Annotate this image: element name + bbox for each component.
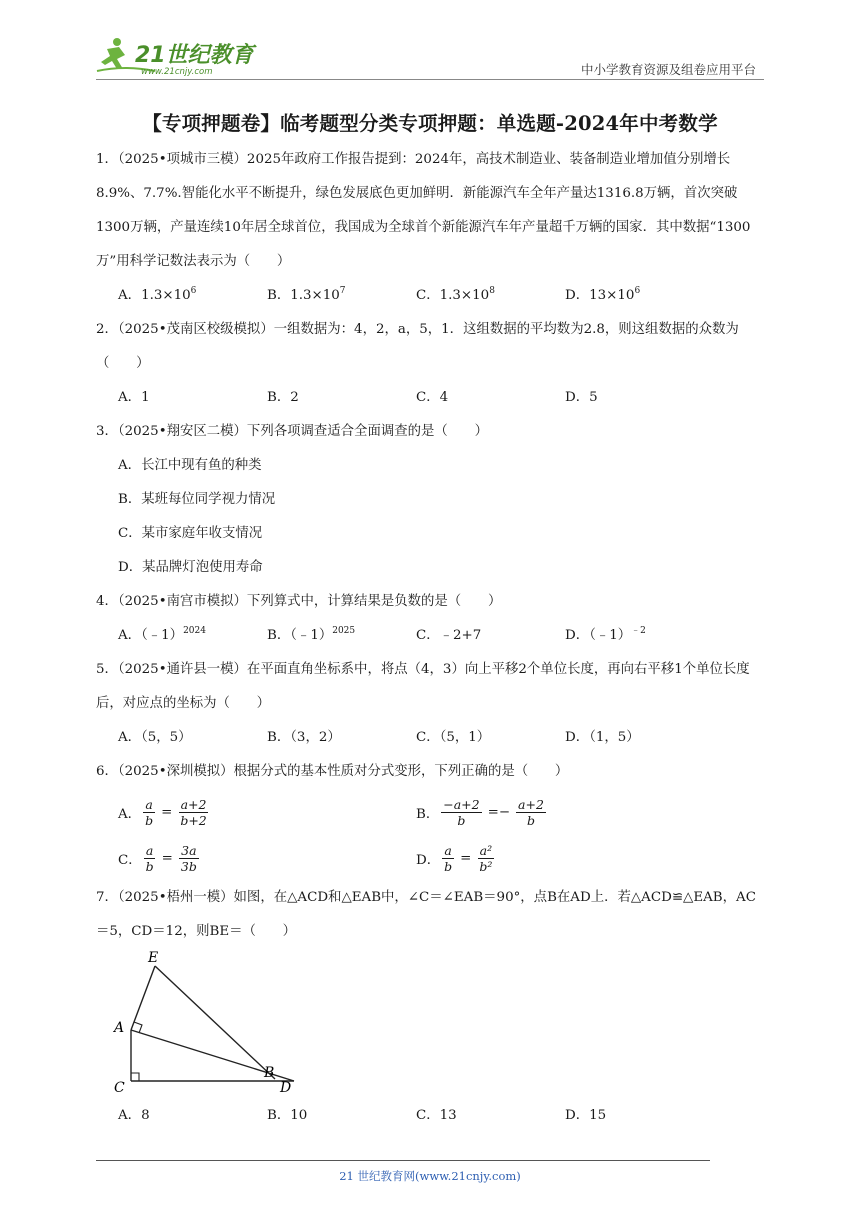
question-number: 7． (96, 890, 118, 905)
question-number: 2． (96, 322, 118, 337)
page-title: 【专项押题卷】临考题型分类专项押题：单选题-2024年中考数学 (142, 112, 718, 135)
question-number: 5． (96, 662, 118, 677)
options-6-row-2 (96, 835, 764, 881)
question-5 (96, 653, 764, 721)
question-number: 3． (96, 424, 118, 439)
label-c: C (114, 1080, 125, 1096)
site-logo[interactable] (95, 35, 260, 79)
option-b[interactable]: B．$1.3\times 10^7$ (267, 286, 346, 303)
option-c[interactable]: C．（5，1） (416, 730, 491, 745)
option-d[interactable]: D． $\frac{a}{b}$ = $\frac{\text{a²}}{\text{b²}}$ (416, 842, 493, 874)
question-text: （2025•茂南区校级模拟）一组数据为：4，2，a，5，1．这组数据的平均数为2.8，则这组数据的众数为（ ） (96, 322, 739, 371)
option-a[interactable]: A．$1.3\times 10^6$ (118, 286, 197, 303)
question-text: （2025•项城市三模）2025年政府工作报告提到：2024年，高技术制造业、装备制造业增加值分别增长8.9%、7.7%.智能化水平不断提升，绿色发展底色更加鲜明．新能源汽车全年产量达1316.8万辆，首次突破1300万辆，产量连续10年居全球首位，我国成为全球首个新能源汽车年产量超千万辆的国家．其中数据“1300万”用科学记数法表示为（ ） (96, 152, 751, 269)
option-c[interactable]: C．13 (416, 1108, 457, 1123)
footer-link[interactable]: 21 世纪教育网(www.21cnjy.com) (339, 1169, 521, 1183)
label-a: A (114, 1020, 125, 1036)
option-c[interactable]: C．﹣2+7 (416, 628, 482, 643)
option-d[interactable]: D．某品牌灯泡使用寿命 (118, 560, 263, 575)
question-number: 1． (96, 152, 118, 167)
question-6 (96, 755, 764, 789)
option-a[interactable]: A．1 (118, 390, 150, 405)
option-d[interactable]: D．15 (565, 1108, 607, 1123)
footer-divider (96, 1160, 710, 1161)
triangle-figure (96, 949, 764, 1099)
question-2 (96, 313, 764, 381)
option-a[interactable]: A．8 (118, 1108, 150, 1123)
question-1 (96, 143, 764, 279)
label-d: D (280, 1080, 292, 1096)
question-number: 6． (96, 764, 118, 779)
svg-text:21世纪教育: 21世纪教育 (135, 43, 254, 68)
question-3 (96, 415, 764, 449)
option-d[interactable]: D．5 (565, 390, 598, 405)
option-c[interactable]: C．某市家庭年收支情况 (118, 526, 263, 541)
label-b: B (264, 1065, 275, 1081)
option-d[interactable]: D．（1，5） (565, 730, 640, 745)
option-b[interactable]: B． $\frac{-a+2}{b}$ =− $\frac{a+2}{b}$ (416, 796, 544, 828)
options-4 (96, 619, 764, 653)
label-e: E (148, 950, 159, 966)
option-b[interactable]: B．2 (267, 390, 299, 405)
question-text: （2025•翔安区二模）下列各项调查适合全面调查的是（ ） (117, 424, 488, 439)
option-b[interactable]: B．某班每位同学视力情况 (118, 492, 276, 507)
option-b[interactable]: B．10 (267, 1108, 308, 1123)
platform-label: 中小学教育资源及组卷应用平台 (580, 62, 756, 77)
option-a[interactable]: A．（5，5） (118, 730, 192, 745)
question-text: （2025•梧州一模）如图，在△ACD和△EAB中，∠C＝∠EAB＝90°，点B在AD上．若△ACD≌△EAB，AC＝5，CD＝12，则BE＝（ ） (96, 890, 756, 939)
option-d[interactable]: D．（﹣1）$^{﹣2}$ (565, 626, 646, 643)
question-number: 4． (96, 594, 118, 609)
logo-url: www.21cnjy.com (141, 67, 213, 77)
option-d[interactable]: D．$13\times 10^6$ (565, 286, 641, 303)
question-text: （2025•深圳模拟）根据分式的基本性质对分式变形，下列正确的是（ ） (117, 764, 569, 779)
option-c[interactable]: C．4 (416, 390, 449, 405)
option-b[interactable]: B．（﹣1）$^{2025}$ (267, 626, 356, 643)
option-a[interactable]: A． $\frac{a}{b}$ = $\frac{a+2}{b+2}$ (118, 796, 207, 828)
option-a[interactable]: A．（﹣1）$^{2024}$ (118, 626, 206, 643)
question-list (96, 143, 764, 1133)
question-7 (96, 881, 764, 949)
option-a[interactable]: A．长江中现有鱼的种类 (118, 458, 262, 473)
options-3 (96, 449, 764, 585)
question-4 (96, 585, 764, 619)
question-text: （2025•通许县一模）在平面直角坐标系中，将点（4，3）向上平移2个单位长度，再向右平移1个单位长度后，对应点的坐标为（ ） (96, 662, 750, 711)
options-1 (96, 279, 764, 313)
question-text: （2025•南宫市模拟）下列算式中，计算结果是负数的是（ ） (117, 594, 502, 609)
options-6-row-1 (96, 789, 764, 835)
option-b[interactable]: B．（3，2） (267, 730, 341, 745)
option-c[interactable]: C． $\frac{a}{b}$ = $\frac{3a}{3b}$ (118, 842, 197, 874)
header-divider (96, 79, 764, 80)
options-5 (96, 721, 764, 755)
options-7 (96, 1099, 764, 1133)
options-2 (96, 381, 764, 415)
option-c[interactable]: C．$1.3\times 10^8$ (416, 286, 495, 303)
